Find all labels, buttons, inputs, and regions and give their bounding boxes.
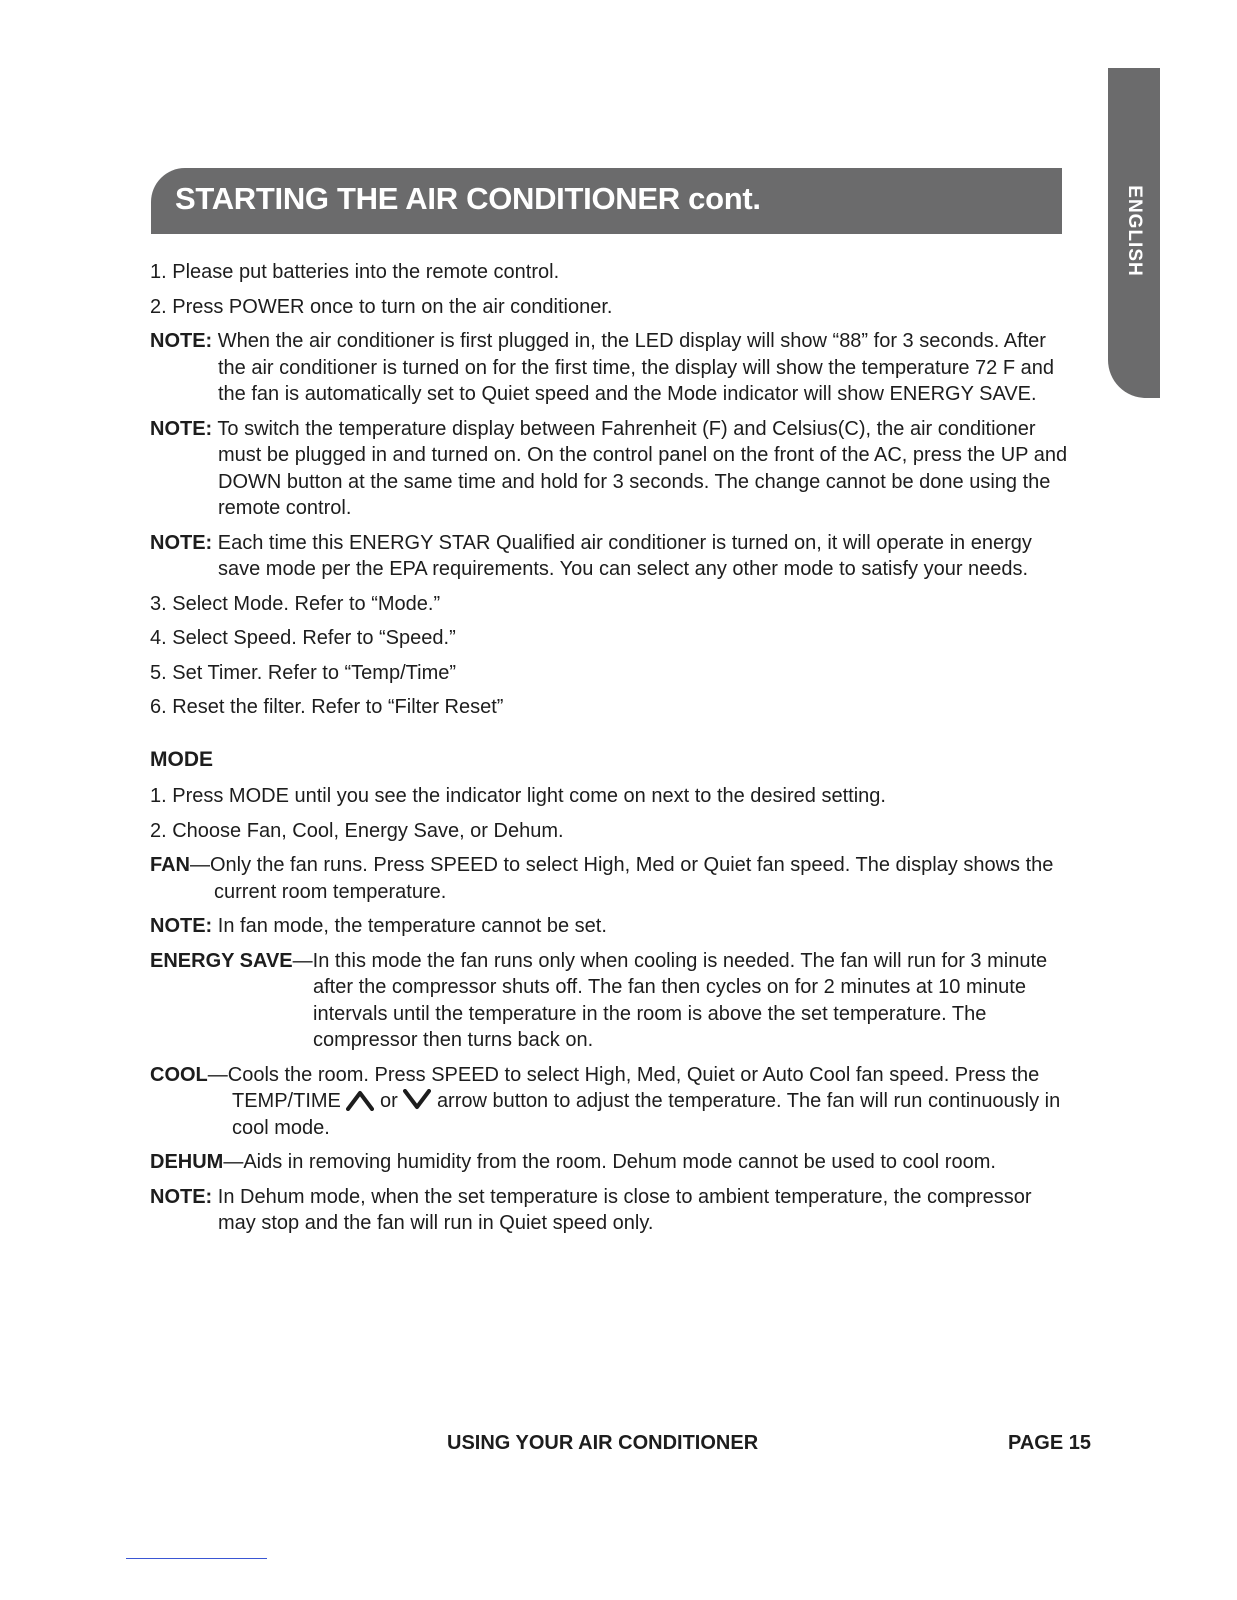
step-1: 1. Please put batteries into the remote control. [150, 261, 560, 283]
language-tab [1108, 68, 1160, 398]
note-text: Each time this ENERGY STAR Qualified air conditioner is turned on, it will operate in energy save mode per the EPA requirements. You can select any other mode to satisfy your needs. [217, 531, 1032, 580]
note-label: NOTE: [150, 330, 213, 352]
note-text: In Dehum mode, when the set temperature is close to ambient temperature, the compressor may stop and the fan will run in Quiet speed only. [217, 1185, 1032, 1234]
cool-mode-description [150, 1062, 1068, 1142]
cool-text-or: or [380, 1090, 398, 1112]
note-temperature-units [150, 416, 1068, 522]
chevron-down-icon [403, 1089, 431, 1111]
fan-mode-description [150, 852, 1068, 905]
cool-text-a: —Cools the room. Press SPEED to select High, Med, Quiet or Auto Cool fan speed. Press the TEMP/TIME [207, 1063, 1040, 1112]
page-body [150, 259, 1068, 1245]
note-label: NOTE: [150, 417, 213, 440]
dehum-mode-description [150, 1149, 1068, 1176]
energy-save-text: —In this mode the fan runs only when cooling is needed. The fan will run for 3 minute after the compressor shuts off. The fan then cycles on for 2 minutes at 10 minute intervals until the temperature in the room is above the set temperature. The compressor then turns back on. [292, 949, 1048, 1051]
mode-step-2: 2. Choose Fan, Cool, Energy Save, or Dehum. [150, 819, 564, 842]
link-underline-divider [126, 1558, 267, 1559]
mode-step-1: 1. Press MODE until you see the indicator light come on next to the desired setting. [150, 785, 886, 807]
fan-label: FAN [150, 854, 190, 876]
page-number: PAGE 15 [1008, 1432, 1091, 1454]
note-energy-star [150, 530, 1068, 583]
energy-save-description [150, 948, 1068, 1054]
energy-save-label: ENERGY SAVE [150, 949, 293, 972]
page-title: STARTING THE AIR CONDITIONER cont. [175, 181, 761, 216]
section-header [151, 168, 1062, 234]
note-dehum-mode [150, 1184, 1068, 1237]
note-text: When the air conditioner is first plugged in, the LED display will show “88” for 3 seconds. After the air conditioner is turned on for the first time, the display will show the temperature 72 F and the fan is automatically set to Quiet speed and the Mode indicator will show ENERGY SAVE. [217, 330, 1054, 405]
dehum-text: —Aids in removing humidity from the room. Dehum mode cannot be used to cool room. [223, 1151, 996, 1173]
note-text: In fan mode, the temperature cannot be set. [217, 915, 607, 937]
note-label: NOTE: [150, 915, 213, 937]
fan-text: —Only the fan runs. Press SPEED to select High, Med or Quiet fan speed. The display shows the current room temperature. [190, 854, 1054, 903]
step-5: 5. Set Timer. Refer to “Temp/Time” [150, 661, 457, 684]
note-text: To switch the temperature display between Fahrenheit (F) and Celsius(C), the air conditioner must be plugged in and turned on. On the control panel on the front of the AC, press the UP and DOWN button at the same time and hold for 3 seconds. The change cannot be done using the remote control. [217, 417, 1068, 519]
cool-text-b: arrow button to adjust the temperature. The fan will run continuously in cool mode. [232, 1090, 1061, 1139]
note-fan-mode [150, 913, 1068, 940]
footer-section-title: USING YOUR AIR CONDITIONER [447, 1432, 759, 1454]
cool-label: COOL [150, 1063, 208, 1086]
step-4: 4. Select Speed. Refer to “Speed.” [150, 627, 456, 649]
step-6: 6. Reset the filter. Refer to “Filter Reset” [150, 696, 504, 718]
language-tab-label: ENGLISH [1124, 185, 1145, 277]
dehum-label: DEHUM [150, 1151, 224, 1173]
note-first-plugged [150, 328, 1068, 408]
note-label: NOTE: [150, 1185, 213, 1208]
mode-heading: MODE [150, 747, 213, 771]
note-label: NOTE: [150, 531, 213, 554]
step-3: 3. Select Mode. Refer to “Mode.” [150, 592, 441, 615]
chevron-up-icon [346, 1089, 374, 1111]
step-2: 2. Press POWER once to turn on the air conditioner. [150, 295, 613, 318]
